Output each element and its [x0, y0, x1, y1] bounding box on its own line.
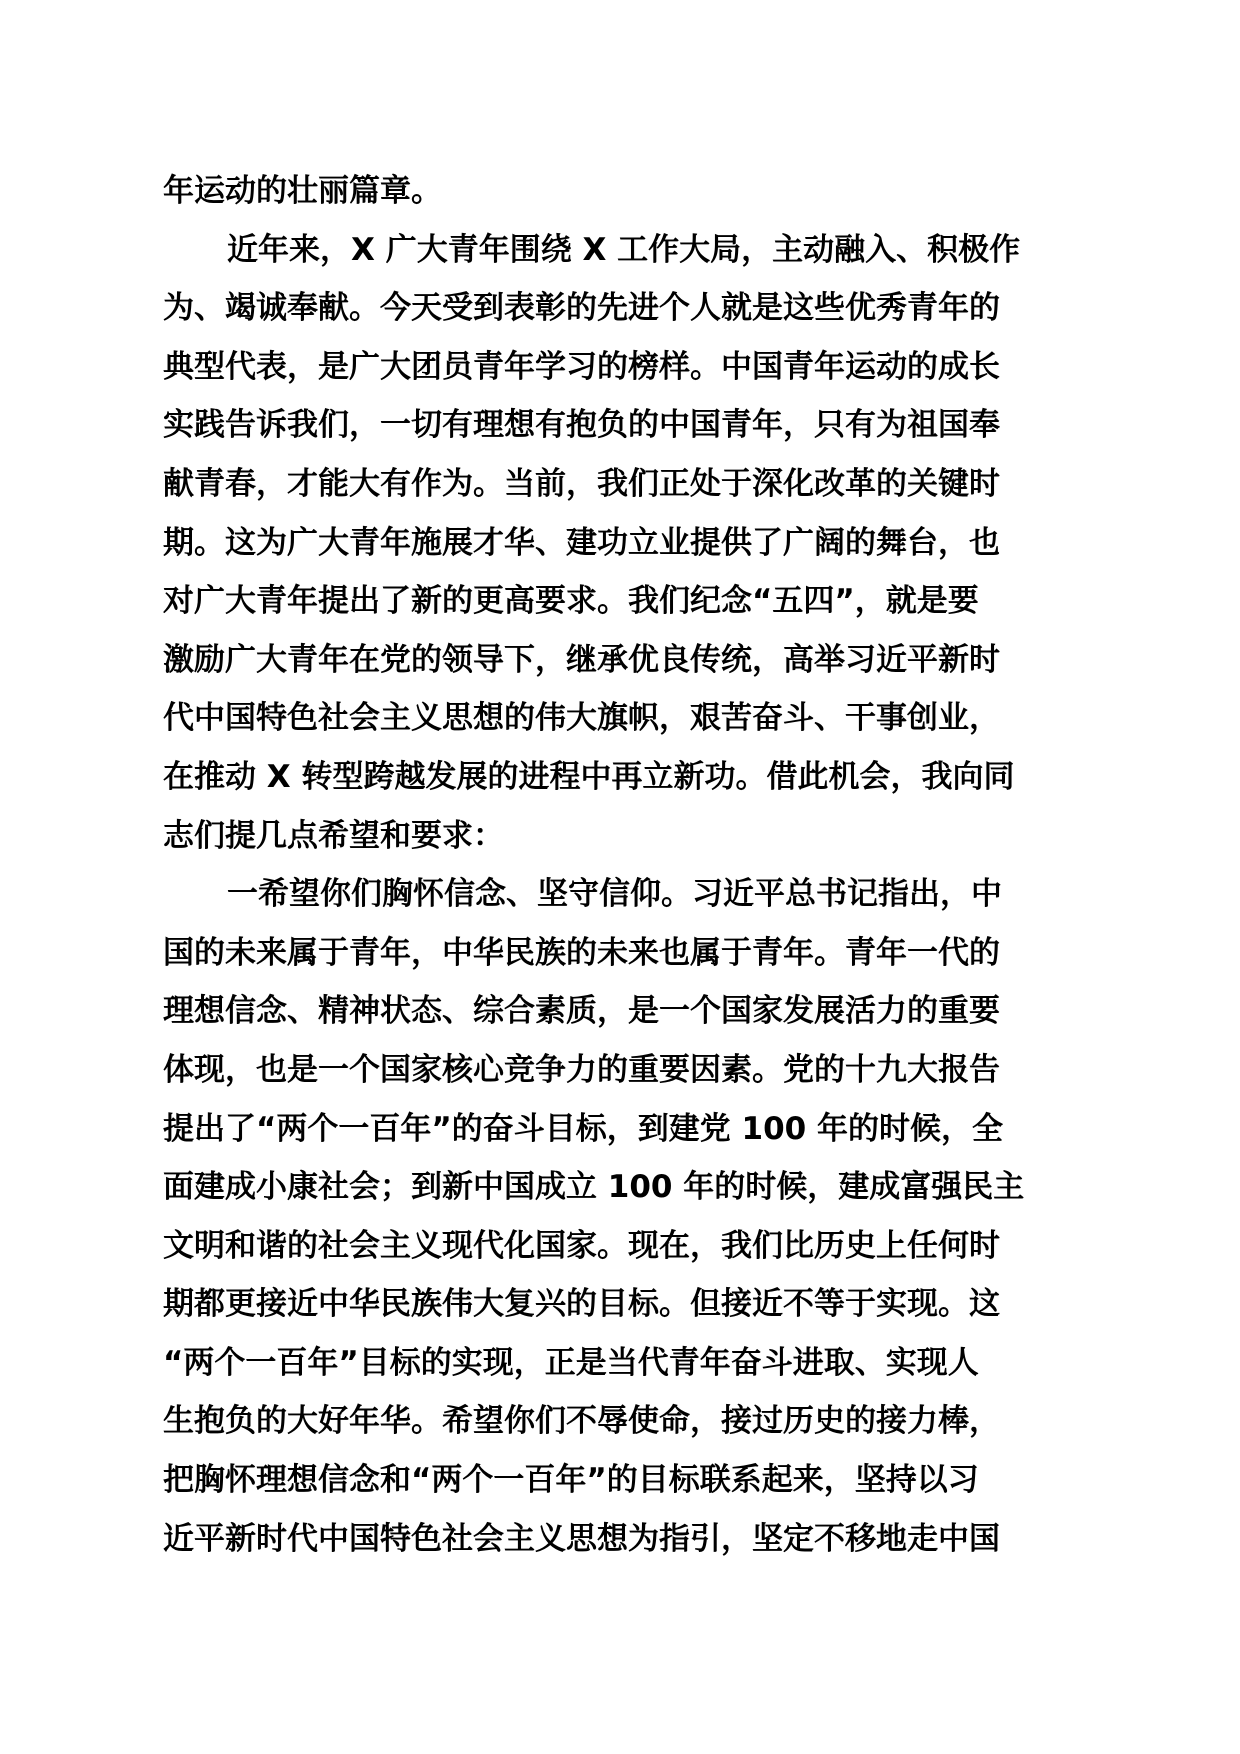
text-line: 理想信念、精神状态、综合素质，是一个国家发展活力的重要 — [163, 993, 1000, 1030]
text-line: 献青春，才能大有作为。当前，我们正处于深化改革的关键时 — [163, 465, 1000, 502]
text-line: 年运动的壮丽篇章。 — [163, 173, 442, 209]
text-line: 生抱负的大好年华。希望你们不辱使命，接过历史的接力棒， — [163, 1403, 1000, 1440]
text-line: 提出了“两个一百年”的奋斗目标，到建党 100 年的时候，全 — [163, 1110, 1004, 1147]
text-line: “两个一百年”目标的实现，正是当代青年奋斗进取、实现人 — [163, 1344, 979, 1381]
text-line: 为、竭诚奉献。今天受到表彰的先进个人就是这些优秀青年的 — [163, 290, 1000, 327]
text-line: 代中国特色社会主义思想的伟大旗帜，艰苦奋斗、干事创业， — [163, 700, 1000, 737]
paragraph-start-line: 近年来，X 广大青年围绕 X 工作大局，主动融入、积极作 — [227, 231, 1021, 268]
text-line: 期。这为广大青年施展才华、建功立业提供了广阔的舞台，也 — [163, 524, 1000, 561]
text-line: 期都更接近中华民族伟大复兴的目标。但接近不等于实现。这 — [163, 1286, 1000, 1323]
text-line: 典型代表，是广大团员青年学习的榜样。中国青年运动的成长 — [163, 348, 1000, 385]
text-line: 激励广大青年在党的领导下，继承优良传统，高举习近平新时 — [163, 641, 1000, 678]
text-line: 把胸怀理想信念和“两个一百年”的目标联系起来，坚持以习 — [163, 1462, 979, 1499]
body-text — [163, 162, 1083, 1568]
text-line: 面建成小康社会；到新中国成立 100 年的时候，建成富强民主 — [163, 1169, 1025, 1206]
text-line: 实践告诉我们，一切有理想有抱负的中国青年，只有为祖国奉 — [163, 407, 1000, 444]
text-line: 在推动 X 转型跨越发展的进程中再立新功。借此机会，我向同 — [163, 758, 1015, 795]
text-line: 近平新时代中国特色社会主义思想为指引，坚定不移地走中国 — [163, 1520, 1000, 1557]
paragraph-start-line: 一希望你们胸怀信念、坚守信仰。习近平总书记指出，中 — [227, 876, 1002, 913]
text-line: 体现，也是一个国家核心竞争力的重要因素。党的十九大报告 — [163, 1051, 1000, 1088]
text-line: 对广大青年提出了新的更高要求。我们纪念“五四”，就是要 — [163, 583, 979, 620]
text-line: 国的未来属于青年，中华民族的未来也属于青年。青年一代的 — [163, 934, 1000, 971]
text-line: 志们提几点希望和要求： — [163, 817, 504, 854]
text-line: 文明和谐的社会主义现代化国家。现在，我们比历史上任何时 — [163, 1227, 1000, 1264]
